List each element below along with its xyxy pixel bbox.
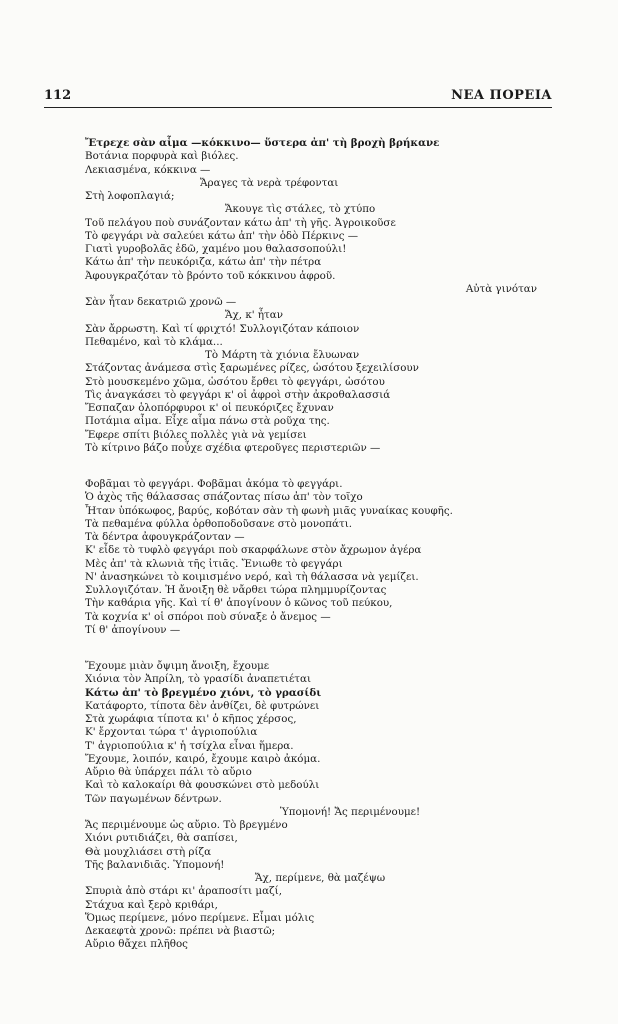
page-number: 112 xyxy=(44,88,72,103)
poem-line: Τὴν καθάρια γῆς. Καὶ τί θ' ἀπογίνουν ὁ κῶνος τοῦ πεύκου, xyxy=(85,597,393,610)
poem-line: Σὰν ἄρρωστη. Καὶ τί φριχτό! Συλλογιζόταν κάποιον xyxy=(85,322,360,335)
journal-title: ΝΕΑ ΠΟΡΕΙΑ xyxy=(451,88,552,103)
poem-line: Ὅμως περίμενε, μόνο περίμενε. Εἶμαι μόλις xyxy=(85,911,315,924)
poem-line: Ν' ἀνασηκώνει τὸ κοιμισμένο νερό, καὶ τὴ θάλασσα νὰ γεμίζει. xyxy=(85,570,419,583)
poem-line: Κ' εἶδε τὸ τυφλὸ φεγγάρι ποὺ σκαρφάλωνε στὸν ἄχρωμον ἀγέρα xyxy=(85,544,422,557)
poem-line: Κάτω ἀπ' τὸ βρεγμένο χιόνι, τὸ γρασίδι xyxy=(85,686,322,699)
poem-line: Ἄχ, κ' ἦταν xyxy=(225,309,283,322)
poem-line: Συλλογιζόταν. Ἡ ἄνοιξη θὲ νἄρθει τώρα πλημμυρίζοντας xyxy=(85,584,387,596)
poem-line: Στάχυα καὶ ξερὸ κριθάρι, xyxy=(85,898,218,911)
poem-line: Τοῦ πελάγου ποὺ συνάζονταν κάτω ἀπ' τὴ γῆς. Ἀγροικοῦσε xyxy=(85,216,396,229)
poem-line: Αὐτὰ γινόταν xyxy=(465,282,537,295)
poem-line: Ἦταν ὑπόκωφος, βαρύς, κοβόταν σὰν τὴ φωνὴ μιᾶς γυναίκας κουφῆς. xyxy=(85,504,453,517)
poem-line: Βοτάνια πορφυρὰ καὶ βιόλες. xyxy=(85,150,239,163)
stanza-break xyxy=(85,455,555,478)
poem-line: Τὸ Μάρτη τὰ χιόνια ἔλυωναν xyxy=(205,349,360,361)
poem-line: Σπυριὰ ἀπὸ στάρι κι' ἀραποσίτι μαζί, xyxy=(85,885,282,898)
poem-line: Θὰ μουχλιάσει στὴ ρίζα xyxy=(85,845,212,858)
page-header xyxy=(44,88,552,106)
poem-line: Τὰ κοχνία κ' οἱ σπόροι ποὺ σύναξε ὁ ἄνεμος — xyxy=(85,610,331,623)
poem-line: Γιατὶ γυροβολᾶς ἐδῶ, χαμένο μου θαλασσοπούλι! xyxy=(85,243,347,255)
poem-line: Ἔσπαζαν ὁλοπόρφυροι κ' οἱ πευκόριζες ἔχυναν xyxy=(85,402,334,414)
poem-line: Στάζοντας ἀνάμεσα στὶς ξαρωμένες ρίζες, ὡσότου ξεχειλίσουν xyxy=(85,362,419,375)
poem-line: Ὑπομονή! Ἄς περιμένουμε! xyxy=(280,805,421,818)
poem-line: Τί θ' ἀπογίνουν — xyxy=(85,623,181,636)
poem-line: Ἔφερε σπίτι βιόλες πολλὲς γιὰ νὰ γεμίσει xyxy=(85,428,307,441)
poem-line: Χιόνι ρυτιδιάζει, θὰ σαπίσει, xyxy=(85,832,238,845)
poem-line: Αὔριο θὰ ὑπάρχει πάλι τὸ αὔριο xyxy=(85,766,252,778)
poem-line: Τ' ἀγριοπούλια κ' ἡ τσίχλα εἶναι ἥμερα. xyxy=(85,739,294,752)
poem-line: Σὰν ἦταν δεκατριῶ χρονῶ — xyxy=(85,296,237,308)
poem-line: Ἄκουγε τὶς στάλες, τὸ χτύπο xyxy=(225,203,376,216)
poem-line: Στὸ μουσκεμένο χῶμα, ὡσότου ἔρθει τὸ φεγγάρι, ὡσότου xyxy=(85,375,385,388)
poem-line: Ἄς περιμένουμε ὡς αὔριο. Τὸ βρεγμένο xyxy=(85,819,288,831)
poem-line: Κατάφορτο, τίποτα δὲν ἀνθίζει, δὲ φυτρώνει xyxy=(85,699,320,712)
poem-body xyxy=(85,137,555,952)
poem-line: Στὰ χωράφια τίποτα κι' ὁ κῆπος χέρσος, xyxy=(85,713,297,725)
poem-line: Τὸ κίτρινο βάζο ποὖχε σχέδια φτεροῦγες περιστεριῶν — xyxy=(85,441,381,454)
poem-line: Χιόνια τὸν Ἀπρίλη, τὸ γρασίδι ἀναπετιέται xyxy=(85,673,311,686)
poem-line: Ἀφουγκραζόταν τὸ βρόντο τοῦ κόκκινου ἀφροῦ. xyxy=(85,269,336,282)
poem-line: Ἔχουμε μιὰν ὄψιμη ἄνοιξη, ἔχουμε xyxy=(85,660,270,672)
poem-line: Ἄραγες τὰ νερὰ τρέφονται xyxy=(200,176,339,189)
poem-line: Τὸ φεγγάρι νὰ σαλεύει κάτω ἀπ' τὴν ὁδὸ Πέρκινς — xyxy=(85,229,359,242)
poem-line: Μὲς ἀπ' τὰ κλωνιὰ τῆς ἰτιᾶς. Ἔνιωθε τὸ φεγγάρι xyxy=(85,557,343,570)
poem-line: Ἔχουμε, λοιπόν, καιρό, ἔχουμε καιρὸ ἀκόμα. xyxy=(85,752,321,765)
poem-line: Τὶς ἀναγκάσει τὸ φεγγάρι κ' οἱ ἀφροὶ στὴν ἀκροθαλασσιά xyxy=(85,388,391,401)
poem-line: Κάτω ἀπ' τὴν πευκόριζα, κάτω ἀπ' τὴν πέτρα xyxy=(85,256,322,269)
poem-line: Φοβᾶμαι τὸ φεγγάρι. Φοβᾶμαι ἀκόμα τὸ φεγγάρι. xyxy=(85,478,343,490)
poem-line: Λεκιασμένα, κόκκινα — xyxy=(85,163,211,176)
poem-line: Ἄχ, περίμενε, θὰ μαζέψω xyxy=(255,872,386,884)
poem-line: Ἔτρεχε σὰν αἷμα —κόκκινο— ὕστερα ἀπ' τὴ βροχὴ βρήκανε xyxy=(85,137,440,149)
poem-line: Δεκαεφτὰ χρονῶ: πρέπει νὰ βιαστῶ; xyxy=(85,925,276,937)
poem-line: Τῆς βαλανιδιᾶς. Ὑπομονή! xyxy=(85,858,225,871)
poem-line: Κ' ἔρχονται τώρα τ' ἀγριοπούλια xyxy=(85,726,258,739)
poem-line: Πεθαμένο, καὶ τὸ κλάμα... xyxy=(85,335,223,348)
header-rule xyxy=(44,107,552,108)
poem-line: Καὶ τὸ καλοκαίρι θὰ φουσκώνει στὸ μεδούλι xyxy=(85,779,320,792)
poem-line: Τὰ δέντρα ἀφουγκράζονταν — xyxy=(85,531,245,543)
poem-line: Ὁ ἀχὸς τῆς θάλασσας σπάζοντας πίσω ἀπ' τὸν τοῖχο xyxy=(85,491,363,504)
poem-line: Στὴ λοφοπλαγιά; xyxy=(85,190,175,202)
poem-line: Τὰ πεθαμένα φύλλα ὀρθοποδοῦσανε στὸ μονοπάτι. xyxy=(85,517,353,530)
poem-line: Αὔριο θἄχει πλῆθος xyxy=(85,938,188,951)
stanza-break xyxy=(85,637,555,660)
poem-line: Τῶν παγωμένων δέντρων. xyxy=(85,792,222,805)
poem-line: Ποτάμια αἷμα. Εἶχε αἷμα πάνω στὰ ροῦχα της. xyxy=(85,415,330,428)
